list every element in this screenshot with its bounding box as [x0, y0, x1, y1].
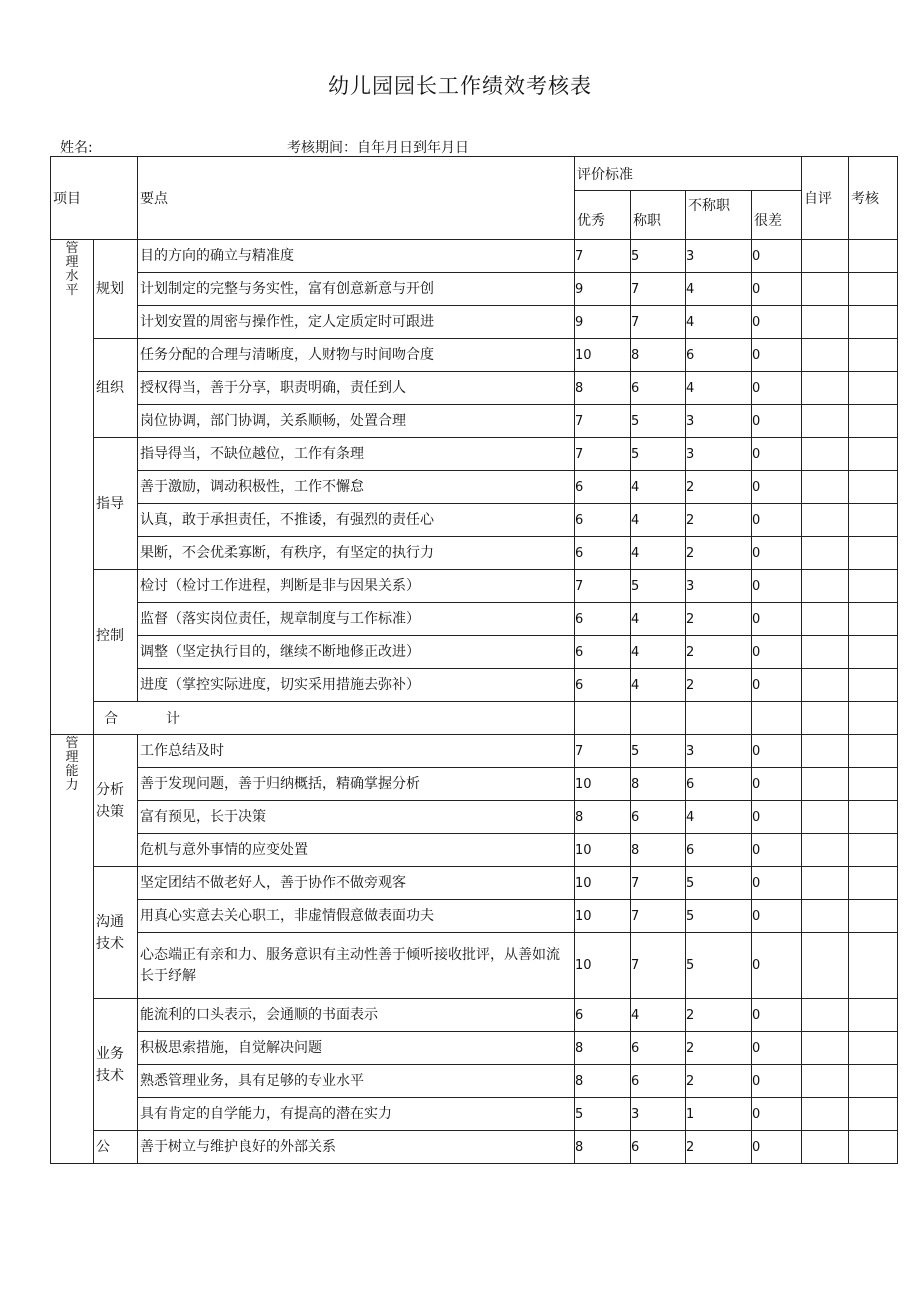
total-cell[interactable] [631, 702, 686, 735]
table-row [51, 999, 898, 1032]
table-row [51, 240, 898, 273]
self-score-cell[interactable] [802, 1098, 849, 1131]
score-excellent: 10 [575, 339, 631, 372]
self-score-cell[interactable] [802, 570, 849, 603]
score-competent: 4 [631, 999, 686, 1032]
score-competent: 7 [631, 306, 686, 339]
table-row [51, 1131, 898, 1164]
table-row [51, 867, 898, 900]
self-score-cell[interactable] [802, 636, 849, 669]
total-cell[interactable] [752, 702, 802, 735]
score-excellent: 7 [575, 438, 631, 471]
self-score-cell[interactable] [802, 801, 849, 834]
self-score-cell[interactable] [802, 603, 849, 636]
point-cell: 授权得当，善于分享，职责明确，责任到人 [138, 372, 575, 405]
score-incompetent: 4 [686, 306, 752, 339]
total-cell[interactable] [802, 702, 849, 735]
score-excellent: 6 [575, 471, 631, 504]
score-excellent: 8 [575, 1032, 631, 1065]
point-cell: 熟悉管理业务，具有足够的专业水平 [138, 1065, 575, 1098]
point-cell: 用真心实意去关心职工，非虚情假意做表面功夫 [138, 900, 575, 933]
group-cell [94, 867, 138, 999]
score-poor: 0 [752, 669, 802, 702]
score-poor: 0 [752, 1032, 802, 1065]
self-score-cell[interactable] [802, 339, 849, 372]
score-competent: 5 [631, 438, 686, 471]
self-score-cell[interactable] [802, 405, 849, 438]
group-cell [94, 1131, 138, 1164]
point-cell: 坚定团结不做老好人，善于协作不做旁观客 [138, 867, 575, 900]
score-incompetent: 2 [686, 1032, 752, 1065]
score-competent: 8 [631, 768, 686, 801]
score-incompetent: 2 [686, 504, 752, 537]
table-row [51, 339, 898, 372]
score-competent: 7 [631, 933, 686, 999]
review-score-cell[interactable] [849, 768, 898, 801]
score-incompetent: 3 [686, 405, 752, 438]
review-score-cell[interactable] [849, 1098, 898, 1131]
score-competent: 3 [631, 1098, 686, 1131]
score-incompetent: 2 [686, 1131, 752, 1164]
group-label: 公 [96, 1139, 110, 1155]
header-grade-incompetent: 不称职 [686, 191, 752, 240]
group-cell [94, 570, 138, 702]
score-excellent: 8 [575, 801, 631, 834]
header-review: 考核 [849, 157, 898, 240]
table-row [51, 372, 898, 405]
point-cell: 指导得当，不缺位越位，工作有条理 [138, 438, 575, 471]
score-competent: 6 [631, 1131, 686, 1164]
total-cell[interactable] [575, 702, 631, 735]
self-score-cell[interactable] [802, 999, 849, 1032]
review-score-cell[interactable] [849, 405, 898, 438]
point-cell: 调整（坚定执行目的，继续不断地修正改进） [138, 636, 575, 669]
review-score-cell[interactable] [849, 933, 898, 999]
score-incompetent: 2 [686, 669, 752, 702]
score-excellent: 10 [575, 834, 631, 867]
score-incompetent: 2 [686, 1065, 752, 1098]
score-incompetent: 3 [686, 240, 752, 273]
point-cell: 积极思索措施，自觉解决问题 [138, 1032, 575, 1065]
self-score-cell[interactable] [802, 933, 849, 999]
self-score-cell[interactable] [802, 1032, 849, 1065]
table-row [51, 900, 898, 933]
score-excellent: 6 [575, 603, 631, 636]
score-poor: 0 [752, 1131, 802, 1164]
score-excellent: 10 [575, 768, 631, 801]
review-score-cell[interactable] [849, 537, 898, 570]
category-cell [51, 240, 94, 735]
score-competent: 5 [631, 735, 686, 768]
score-poor: 0 [752, 438, 802, 471]
category-label: 管理能力 [65, 736, 79, 793]
table-row [51, 1098, 898, 1131]
score-poor: 0 [752, 933, 802, 999]
score-excellent: 8 [575, 1065, 631, 1098]
point-cell: 果断，不会优柔寡断，有秩序，有坚定的执行力 [138, 537, 575, 570]
table-row [51, 834, 898, 867]
score-incompetent: 2 [686, 999, 752, 1032]
self-score-cell[interactable] [802, 867, 849, 900]
point-cell: 善于激励，调动积极性，工作不懈怠 [138, 471, 575, 504]
point-cell: 岗位协调，部门协调，关系顺畅，处置合理 [138, 405, 575, 438]
self-score-cell[interactable] [802, 471, 849, 504]
point-cell: 任务分配的合理与清晰度，人财物与时间吻合度 [138, 339, 575, 372]
table-row [51, 306, 898, 339]
score-excellent: 6 [575, 636, 631, 669]
review-score-cell[interactable] [849, 471, 898, 504]
review-score-cell[interactable] [849, 504, 898, 537]
total-label [94, 702, 575, 735]
score-poor: 0 [752, 339, 802, 372]
score-poor: 0 [752, 306, 802, 339]
score-incompetent: 4 [686, 273, 752, 306]
score-poor: 0 [752, 735, 802, 768]
review-score-cell[interactable] [849, 999, 898, 1032]
score-competent: 4 [631, 669, 686, 702]
review-score-cell[interactable] [849, 372, 898, 405]
self-score-cell[interactable] [802, 537, 849, 570]
score-poor: 0 [752, 471, 802, 504]
self-score-cell[interactable] [802, 372, 849, 405]
self-score-cell[interactable] [802, 273, 849, 306]
score-incompetent: 4 [686, 372, 752, 405]
group-label: 业务技术 [96, 1045, 124, 1084]
point-cell: 计划安置的周密与操作性，定人定质定时可跟进 [138, 306, 575, 339]
score-excellent: 6 [575, 537, 631, 570]
self-score-cell[interactable] [802, 900, 849, 933]
review-score-cell[interactable] [849, 273, 898, 306]
total-row [51, 702, 898, 735]
review-score-cell[interactable] [849, 801, 898, 834]
score-excellent: 6 [575, 999, 631, 1032]
review-score-cell[interactable] [849, 438, 898, 471]
self-score-cell[interactable] [802, 1065, 849, 1098]
score-poor: 0 [752, 1098, 802, 1131]
score-poor: 0 [752, 240, 802, 273]
category-label: 管理水平 [65, 241, 79, 298]
score-poor: 0 [752, 405, 802, 438]
score-competent: 6 [631, 372, 686, 405]
total-cell[interactable] [686, 702, 752, 735]
group-label: 沟通技术 [96, 913, 124, 952]
score-competent: 6 [631, 1032, 686, 1065]
score-competent: 4 [631, 603, 686, 636]
review-score-cell[interactable] [849, 306, 898, 339]
score-competent: 8 [631, 834, 686, 867]
score-competent: 7 [631, 900, 686, 933]
review-score-cell[interactable] [849, 834, 898, 867]
table-row [51, 1032, 898, 1065]
score-incompetent: 6 [686, 768, 752, 801]
self-score-cell[interactable] [802, 306, 849, 339]
self-score-cell[interactable] [802, 504, 849, 537]
score-excellent: 10 [575, 867, 631, 900]
score-excellent: 6 [575, 669, 631, 702]
score-incompetent: 3 [686, 735, 752, 768]
score-excellent: 7 [575, 405, 631, 438]
score-poor: 0 [752, 801, 802, 834]
score-incompetent: 6 [686, 834, 752, 867]
score-incompetent: 2 [686, 603, 752, 636]
point-cell: 进度（掌控实际进度，切实采用措施去弥补） [138, 669, 575, 702]
self-score-cell[interactable] [802, 735, 849, 768]
table-row [51, 801, 898, 834]
self-score-cell[interactable] [802, 438, 849, 471]
score-excellent: 9 [575, 273, 631, 306]
score-poor: 0 [752, 636, 802, 669]
score-poor: 0 [752, 273, 802, 306]
table-row [51, 504, 898, 537]
score-competent: 4 [631, 471, 686, 504]
score-excellent: 6 [575, 504, 631, 537]
score-excellent: 8 [575, 372, 631, 405]
score-competent: 6 [631, 1065, 686, 1098]
table-row [51, 471, 898, 504]
point-cell: 检讨（检讨工作进程，判断是非与因果关系） [138, 570, 575, 603]
table-row [51, 933, 898, 999]
score-poor: 0 [752, 537, 802, 570]
point-cell: 具有肯定的自学能力，有提高的潜在实力 [138, 1098, 575, 1131]
table-row [51, 768, 898, 801]
score-incompetent: 6 [686, 339, 752, 372]
score-excellent: 7 [575, 570, 631, 603]
group-cell [94, 240, 138, 339]
group-cell [94, 999, 138, 1131]
table-row [51, 1065, 898, 1098]
point-cell: 目的方向的确立与精准度 [138, 240, 575, 273]
score-poor: 0 [752, 999, 802, 1032]
category-cell [51, 735, 94, 1164]
score-competent: 5 [631, 240, 686, 273]
review-score-cell[interactable] [849, 636, 898, 669]
point-cell: 富有预见，长于决策 [138, 801, 575, 834]
header-standard: 评价标准 [575, 157, 802, 191]
score-competent: 7 [631, 867, 686, 900]
table-row [51, 603, 898, 636]
page-title: 幼儿园园长工作绩效考核表 [328, 74, 592, 98]
score-incompetent: 4 [686, 801, 752, 834]
point-cell: 计划制定的完整与务实性，富有创意新意与开创 [138, 273, 575, 306]
group-cell [94, 339, 138, 438]
review-score-cell[interactable] [849, 240, 898, 273]
score-competent: 7 [631, 273, 686, 306]
group-label: 控制 [96, 627, 124, 644]
review-score-cell[interactable] [849, 339, 898, 372]
point-cell: 工作总结及时 [138, 735, 575, 768]
group-label: 组织 [96, 380, 124, 396]
score-poor: 0 [752, 570, 802, 603]
score-competent: 4 [631, 636, 686, 669]
score-incompetent: 2 [686, 537, 752, 570]
header-item: 项目 [51, 157, 138, 240]
point-cell: 善于发现问题，善于归纳概括，精确掌握分析 [138, 768, 575, 801]
table-row [51, 438, 898, 471]
total-label-part: 合 [104, 711, 118, 727]
review-score-cell[interactable] [849, 603, 898, 636]
table-row [51, 537, 898, 570]
score-poor: 0 [752, 1065, 802, 1098]
self-score-cell[interactable] [802, 768, 849, 801]
table-row [51, 669, 898, 702]
name-label: 姓名: [60, 140, 93, 156]
score-poor: 0 [752, 603, 802, 636]
score-incompetent: 1 [686, 1098, 752, 1131]
score-incompetent: 3 [686, 570, 752, 603]
score-poor: 0 [752, 867, 802, 900]
score-incompetent: 5 [686, 933, 752, 999]
score-poor: 0 [752, 768, 802, 801]
score-competent: 5 [631, 570, 686, 603]
point-cell: 监督（落实岗位责任，规章制度与工作标准） [138, 603, 575, 636]
score-competent: 4 [631, 537, 686, 570]
table-row [51, 735, 898, 768]
group-label: 分析决策 [96, 781, 124, 820]
score-competent: 6 [631, 801, 686, 834]
period-label: 考核期间：自年月日到年月日 [287, 140, 469, 156]
score-excellent: 7 [575, 735, 631, 768]
point-cell: 心态端正有亲和力、服务意识有主动性善于倾听接收批评，从善如流长于纾解 [138, 933, 575, 999]
self-score-cell[interactable] [802, 669, 849, 702]
review-score-cell[interactable] [849, 570, 898, 603]
group-cell [94, 735, 138, 867]
score-incompetent: 5 [686, 900, 752, 933]
score-incompetent: 2 [686, 471, 752, 504]
score-incompetent: 2 [686, 636, 752, 669]
score-competent: 5 [631, 405, 686, 438]
score-excellent: 5 [575, 1098, 631, 1131]
header-grade-competent: 称职 [631, 191, 686, 240]
point-cell: 危机与意外事情的应变处置 [138, 834, 575, 867]
evaluation-table [50, 156, 898, 1164]
header-grade-poor: 很差 [752, 191, 802, 240]
score-excellent: 10 [575, 900, 631, 933]
header-point: 要点 [138, 157, 575, 240]
header-grade-excellent: 优秀 [575, 191, 631, 240]
point-cell: 能流利的口头表示，会通顺的书面表示 [138, 999, 575, 1032]
group-label: 指导 [96, 495, 124, 512]
self-score-cell[interactable] [802, 1131, 849, 1164]
review-score-cell[interactable] [849, 1032, 898, 1065]
score-poor: 0 [752, 834, 802, 867]
review-score-cell[interactable] [849, 867, 898, 900]
group-cell [94, 438, 138, 570]
table-row [51, 636, 898, 669]
review-score-cell[interactable] [849, 1131, 898, 1164]
score-excellent: 9 [575, 306, 631, 339]
score-poor: 0 [752, 372, 802, 405]
table-row [51, 273, 898, 306]
score-poor: 0 [752, 900, 802, 933]
self-score-cell[interactable] [802, 834, 849, 867]
score-excellent: 10 [575, 933, 631, 999]
score-excellent: 7 [575, 240, 631, 273]
score-poor: 0 [752, 504, 802, 537]
score-competent: 4 [631, 504, 686, 537]
score-incompetent: 3 [686, 438, 752, 471]
score-competent: 8 [631, 339, 686, 372]
score-excellent: 8 [575, 1131, 631, 1164]
group-label: 规划 [96, 281, 124, 297]
header-self: 自评 [802, 157, 849, 240]
review-score-cell[interactable] [849, 669, 898, 702]
self-score-cell[interactable] [802, 240, 849, 273]
total-cell[interactable] [849, 702, 898, 735]
table-row [51, 570, 898, 603]
table-row [51, 405, 898, 438]
review-score-cell[interactable] [849, 900, 898, 933]
review-score-cell[interactable] [849, 735, 898, 768]
score-incompetent: 5 [686, 867, 752, 900]
point-cell: 认真，敢于承担责任，不推诿，有强烈的责任心 [138, 504, 575, 537]
point-cell: 善于树立与维护良好的外部关系 [138, 1131, 575, 1164]
total-label-part: 计 [166, 711, 180, 727]
review-score-cell[interactable] [849, 1065, 898, 1098]
